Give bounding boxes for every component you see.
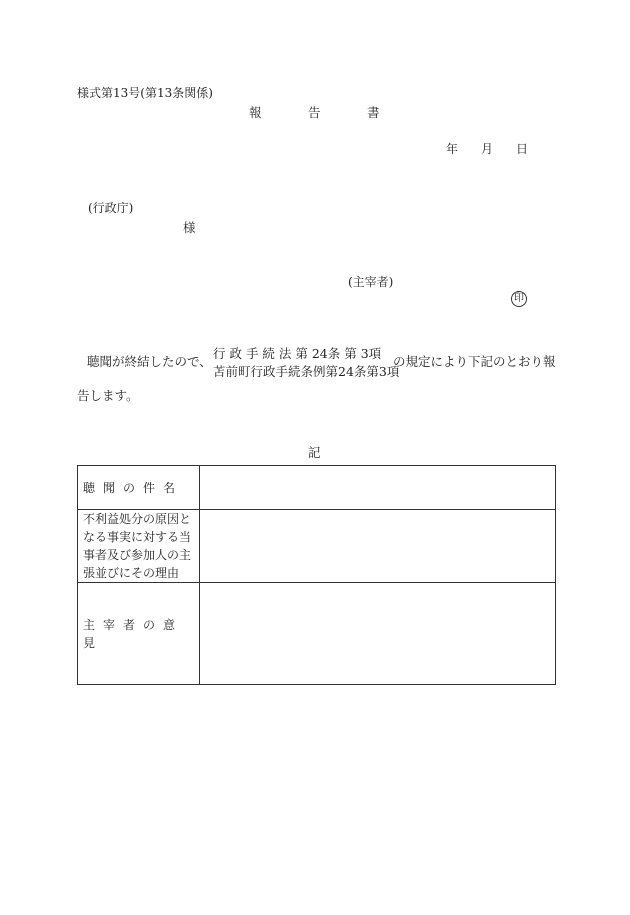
table-row xyxy=(78,510,556,583)
claims-label-line: 張並びにその理由 xyxy=(83,566,180,580)
table-row xyxy=(78,583,556,685)
hearing-title-field[interactable] xyxy=(200,466,556,510)
presider-opinion-field[interactable] xyxy=(200,583,556,685)
claims-label-line: 事者及び参加人の主 xyxy=(83,548,192,562)
date-month: 月 xyxy=(481,142,494,156)
claims-label-line: 不利益処分の原因と xyxy=(83,512,192,526)
ki-heading: 記 xyxy=(308,445,321,460)
title-char-2: 告 xyxy=(308,105,321,120)
title-char-1: 報 xyxy=(249,105,262,120)
claims-label xyxy=(78,510,200,583)
addressee-honorific: 様 xyxy=(183,220,196,235)
presider-opinion-label: 主宰者の意見 xyxy=(78,583,200,685)
date-year: 年 xyxy=(446,142,459,156)
addressee-agency: (行政庁) xyxy=(88,201,134,215)
title-char-3: 書 xyxy=(367,105,380,120)
law-reference-ordinance: 苫前町行政手続条例第24条第3項 xyxy=(213,364,400,379)
law-reference-act: 行 政 手 続 法 第 24条 第 3項 xyxy=(213,346,382,361)
presider-label: (主宰者) xyxy=(348,275,394,289)
claims-field[interactable] xyxy=(200,510,556,583)
report-table xyxy=(77,465,556,685)
body-text-continuation: 告します。 xyxy=(77,388,139,403)
hearing-title-label: 聴聞の件名 xyxy=(78,466,200,510)
claims-label-line: なる事実に対する当 xyxy=(83,530,192,544)
seal-mark: 印 xyxy=(511,291,527,307)
body-text-end: の規定により下記のとおり報 xyxy=(393,354,556,369)
date-day: 日 xyxy=(516,142,529,156)
form-number: 様式第13号(第13条関係) xyxy=(77,86,213,100)
table-row xyxy=(78,466,556,510)
body-text-start: 聴聞が終結したので、 xyxy=(87,354,212,369)
